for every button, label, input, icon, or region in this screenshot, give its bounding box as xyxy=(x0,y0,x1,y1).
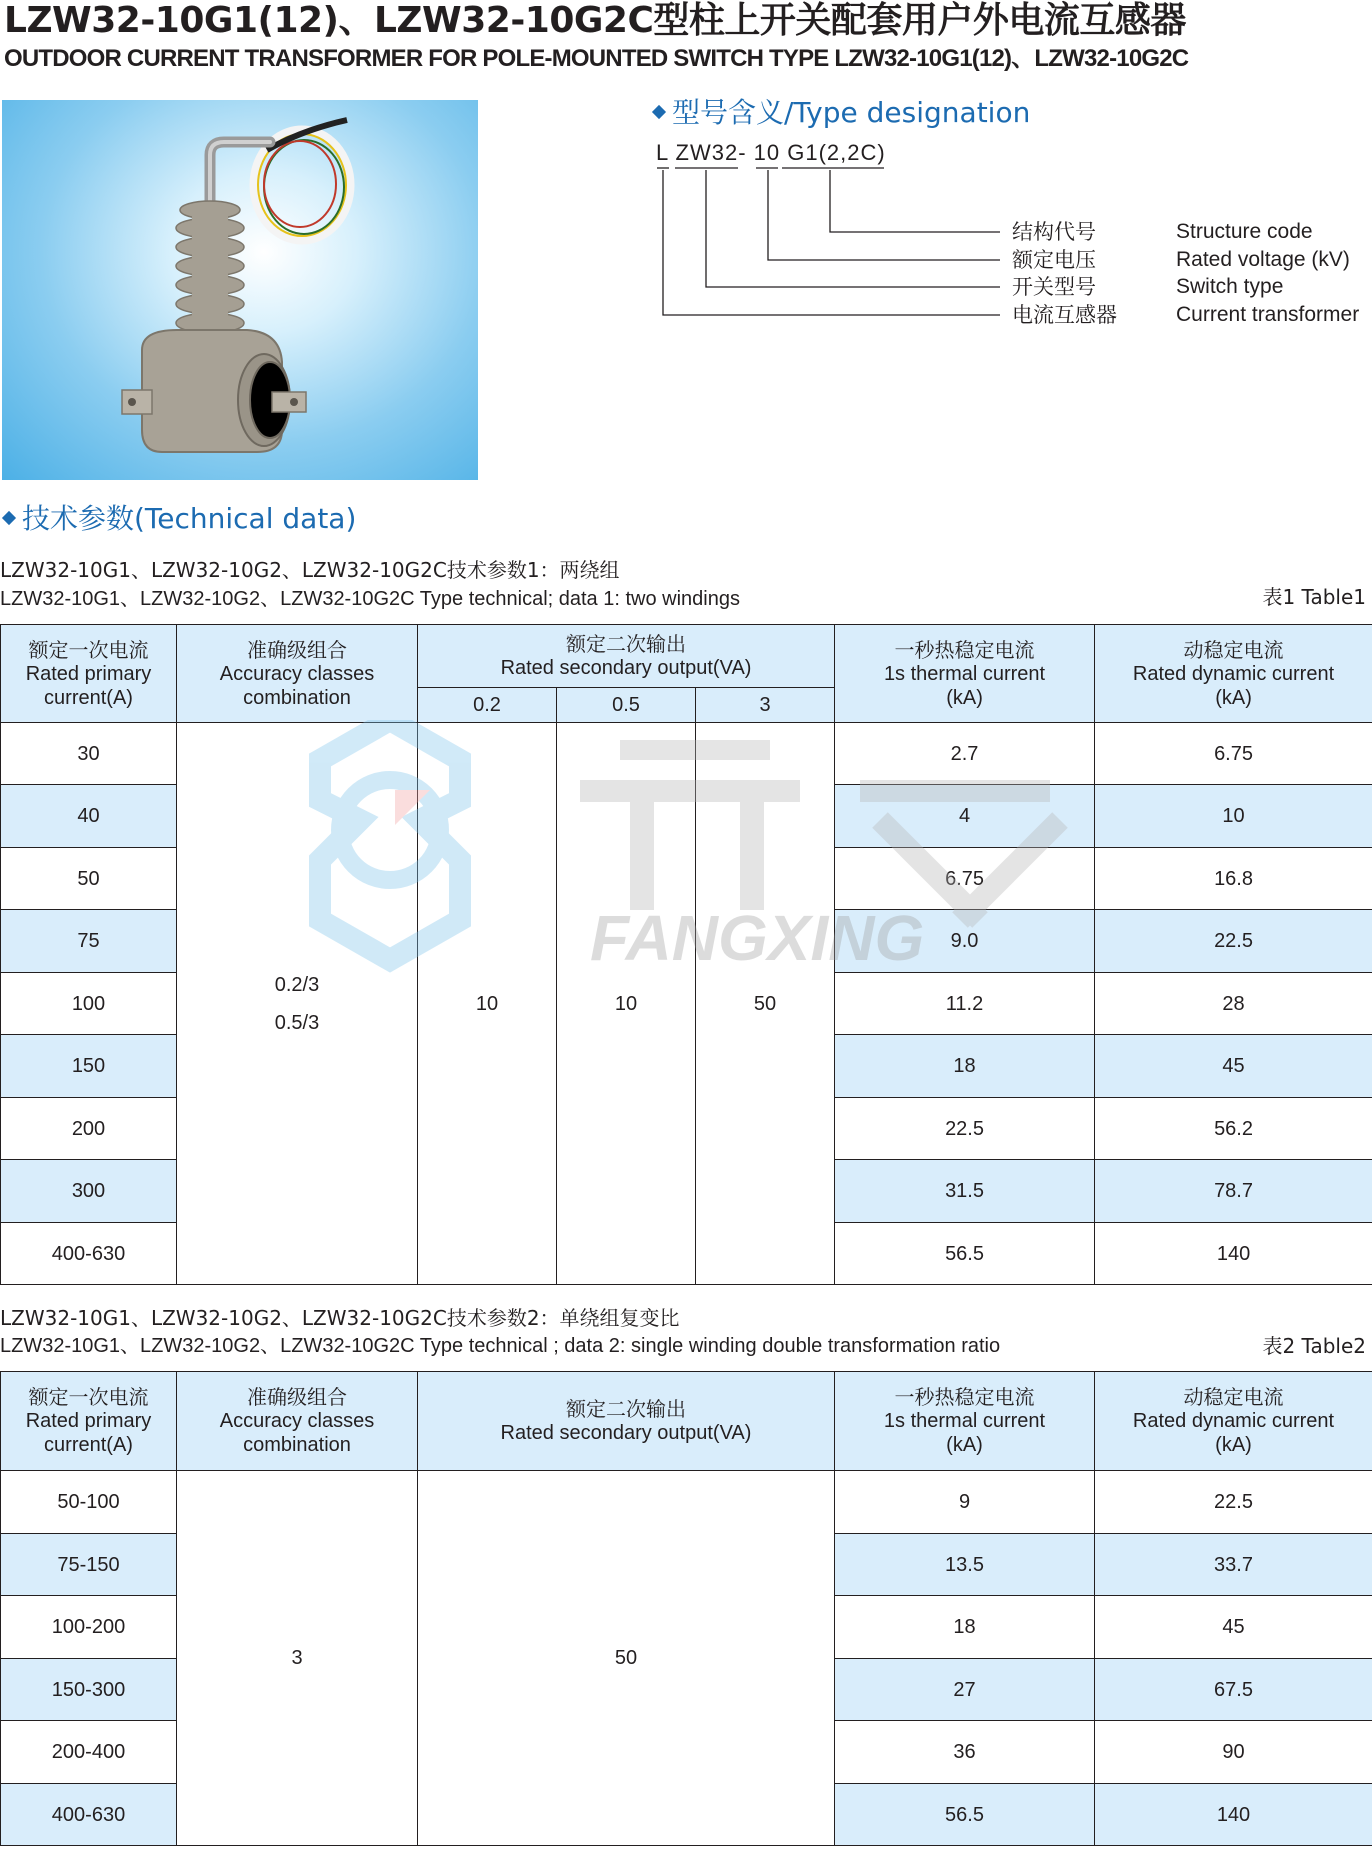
table1-header-output xyxy=(418,625,835,688)
table2-thermal-cell: 56.5 xyxy=(835,1784,1095,1846)
table2-primary-cell: 400-630 xyxy=(1,1784,177,1846)
table1-dynamic-cell: 140 xyxy=(1095,1223,1372,1285)
table2-header-output xyxy=(418,1372,835,1471)
designation-switch-type-en: Switch type xyxy=(1176,275,1284,298)
table2-dynamic-cell: 45 xyxy=(1095,1596,1372,1659)
table1-output-0-2-cell: 10 xyxy=(418,723,557,1285)
header-text: 额定二次输出 xyxy=(566,632,687,656)
table2-header-accuracy xyxy=(177,1372,418,1471)
table1-output-3-cell: 50 xyxy=(696,723,835,1285)
table2-dynamic-cell: 67.5 xyxy=(1095,1659,1372,1721)
header-text: current(A) xyxy=(44,1434,133,1456)
table1-thermal-cell: 4 xyxy=(835,785,1095,848)
table1-dynamic-cell: 10 xyxy=(1095,785,1372,848)
designation-rated-voltage-en: Rated voltage (kV) xyxy=(1176,248,1350,271)
table2-header-primary xyxy=(1,1372,177,1471)
header-text: combination xyxy=(243,686,351,709)
accuracy-value: 0.2/3 xyxy=(274,973,320,996)
header-text: 准确级组合 xyxy=(247,1385,347,1409)
header-text: 1s thermal current xyxy=(883,1410,1046,1432)
table2-thermal-cell: 27 xyxy=(835,1659,1095,1721)
header-text: Rated primary xyxy=(25,1410,152,1432)
table1-subheader-0-5: 0.5 xyxy=(557,688,696,723)
header-text: Rated dynamic current xyxy=(1132,662,1335,685)
table2-thermal-cell: 36 xyxy=(835,1721,1095,1784)
header-text: combination xyxy=(243,1434,351,1456)
table2-primary-cell: 75-150 xyxy=(1,1534,177,1596)
header-text: (kA) xyxy=(946,1434,983,1456)
table1-primary-cell: 40 xyxy=(1,785,177,848)
table1-subheader-0-2: 0.2 xyxy=(418,688,557,723)
header-text: 额定二次输出 xyxy=(566,1397,686,1421)
designation-structure-code-cn: 结构代号 xyxy=(1012,220,1096,244)
table2-caption-cn: LZW32-10G1、LZW32-10G2、LZW32-10G2C技术参数2：单绕组复变比 xyxy=(0,1306,680,1330)
table2-thermal-cell: 18 xyxy=(835,1596,1095,1659)
header-text: Rated secondary output(VA) xyxy=(500,657,752,679)
header-text: (kA) xyxy=(1215,1434,1252,1456)
designation-leader-lines xyxy=(656,166,1006,326)
header-text: (kA) xyxy=(1215,686,1252,709)
designation-structure-code-en: Structure code xyxy=(1176,220,1313,243)
table1-caption-cn: LZW32-10G1、LZW32-10G2、LZW32-10G2C技术参数1：两绕组 xyxy=(0,558,620,582)
table1-caption-en: LZW32-10G1、LZW32-10G2、LZW32-10G2C Type technical; data 1: two windings xyxy=(0,588,740,610)
designation-code: L ZW32- 10 G1(2,2C) xyxy=(656,140,886,165)
header-text: 动稳定电流 xyxy=(1183,1385,1284,1409)
table1-primary-cell: 150 xyxy=(1,1035,177,1098)
header-text: Rated secondary output(VA) xyxy=(500,1422,752,1444)
table2-thermal-cell: 13.5 xyxy=(835,1534,1095,1596)
table1-primary-cell: 200 xyxy=(1,1098,177,1160)
designation-switch-type-cn: 开关型号 xyxy=(1012,275,1096,299)
header-text: Accuracy classes xyxy=(219,662,375,685)
table1-dynamic-cell: 78.7 xyxy=(1095,1160,1372,1223)
table1-primary-cell: 50 xyxy=(1,848,177,910)
table1-primary-cell: 100 xyxy=(1,973,177,1035)
table1-primary-cell: 300 xyxy=(1,1160,177,1223)
current-transformer-illustration xyxy=(2,100,478,480)
watermark-text: FANGXING xyxy=(590,902,925,974)
table1-thermal-cell: 9.0 xyxy=(835,910,1095,973)
table1-output-0-5-cell: 10 xyxy=(557,723,696,1285)
designation-current-transformer-cn: 电流互感器 xyxy=(1012,303,1117,327)
accuracy-value: 0.5/3 xyxy=(274,1011,320,1034)
table2-caption-en: LZW32-10G1、LZW32-10G2、LZW32-10G2C Type technical ; data 2: single winding double transformation ratio xyxy=(0,1335,1001,1357)
table2 xyxy=(0,1371,1372,1846)
table1-thermal-cell: 6.75 xyxy=(835,848,1095,910)
page-title-cn: LZW32-10G1(12)、LZW32-10G2C型柱上开关配套用户外电流互感器 xyxy=(4,0,1186,41)
table2-primary-cell: 150-300 xyxy=(1,1659,177,1721)
table2-accuracy-cell: 3 xyxy=(177,1471,418,1846)
table2-dynamic-cell: 22.5 xyxy=(1095,1471,1372,1534)
header-text: 额定一次电流 xyxy=(28,1385,149,1409)
header-text: 1s thermal current xyxy=(883,662,1046,685)
bullet-diamond-icon xyxy=(652,104,666,118)
table1-accuracy-cell xyxy=(177,723,418,1285)
table1-subheader-3: 3 xyxy=(696,688,835,723)
header-text: 一秒热稳定电流 xyxy=(894,1385,1035,1409)
page-title-en: OUTDOOR CURRENT TRANSFORMER FOR POLE-MOUNTED SWITCH TYPE LZW32-10G1(12)、LZW32-10G2C xyxy=(4,45,1189,72)
table2-primary-cell: 100-200 xyxy=(1,1596,177,1659)
header-text: Accuracy classes xyxy=(219,1410,375,1432)
table1-primary-cell: 75 xyxy=(1,910,177,973)
table1-dynamic-cell: 6.75 xyxy=(1095,723,1372,785)
table1-dynamic-cell: 28 xyxy=(1095,973,1372,1035)
bullet-diamond-icon xyxy=(2,510,16,524)
table2-output-cell: 50 xyxy=(418,1471,835,1846)
table2-primary-cell: 200-400 xyxy=(1,1721,177,1784)
header-text: (kA) xyxy=(946,686,983,709)
table1-thermal-cell: 31.5 xyxy=(835,1160,1095,1223)
table1-thermal-cell: 22.5 xyxy=(835,1098,1095,1160)
header-text: Rated primary xyxy=(25,662,152,685)
table1-header-thermal xyxy=(835,625,1095,723)
table1-dynamic-cell: 56.2 xyxy=(1095,1098,1372,1160)
table1-dynamic-cell: 22.5 xyxy=(1095,910,1372,973)
product-photo xyxy=(2,100,478,480)
table2-dynamic-cell: 140 xyxy=(1095,1784,1372,1846)
table1-primary-cell: 30 xyxy=(1,723,177,785)
table2-primary-cell: 50-100 xyxy=(1,1471,177,1534)
table1-thermal-cell: 56.5 xyxy=(835,1223,1095,1285)
table1-dynamic-cell: 45 xyxy=(1095,1035,1372,1098)
designation-rated-voltage-cn: 额定电压 xyxy=(1012,248,1096,272)
header-text: 额定一次电流 xyxy=(28,637,149,662)
table1-thermal-cell: 11.2 xyxy=(835,973,1095,1035)
header-text: Rated dynamic current xyxy=(1132,1410,1335,1432)
table2-dynamic-cell: 90 xyxy=(1095,1721,1372,1784)
table1-primary-cell: 400-630 xyxy=(1,1223,177,1285)
header-text: 动稳定电流 xyxy=(1183,637,1284,662)
table1-thermal-cell: 2.7 xyxy=(835,723,1095,785)
technical-data-heading: 技术参数(Technical data) xyxy=(0,502,356,536)
table2-header-thermal xyxy=(835,1372,1095,1471)
table2-dynamic-cell: 33.7 xyxy=(1095,1534,1372,1596)
table1-header-dynamic xyxy=(1095,625,1372,723)
header-text: 准确级组合 xyxy=(247,637,347,662)
type-designation-heading: 型号含义/Type designation xyxy=(650,96,1030,130)
table1-header-primary xyxy=(1,625,177,723)
header-text: current(A) xyxy=(44,686,133,709)
table1 xyxy=(0,624,1372,1285)
header-text: 一秒热稳定电流 xyxy=(894,637,1035,662)
table1-label: 表1 Table1 xyxy=(1262,585,1366,609)
table1-dynamic-cell: 16.8 xyxy=(1095,848,1372,910)
table2-header-dynamic xyxy=(1095,1372,1372,1471)
table1-thermal-cell: 18 xyxy=(835,1035,1095,1098)
table2-thermal-cell: 9 xyxy=(835,1471,1095,1534)
table2-label: 表2 Table2 xyxy=(1262,1334,1366,1358)
table1-header-accuracy xyxy=(177,625,418,723)
designation-current-transformer-en: Current transformer xyxy=(1176,303,1360,326)
